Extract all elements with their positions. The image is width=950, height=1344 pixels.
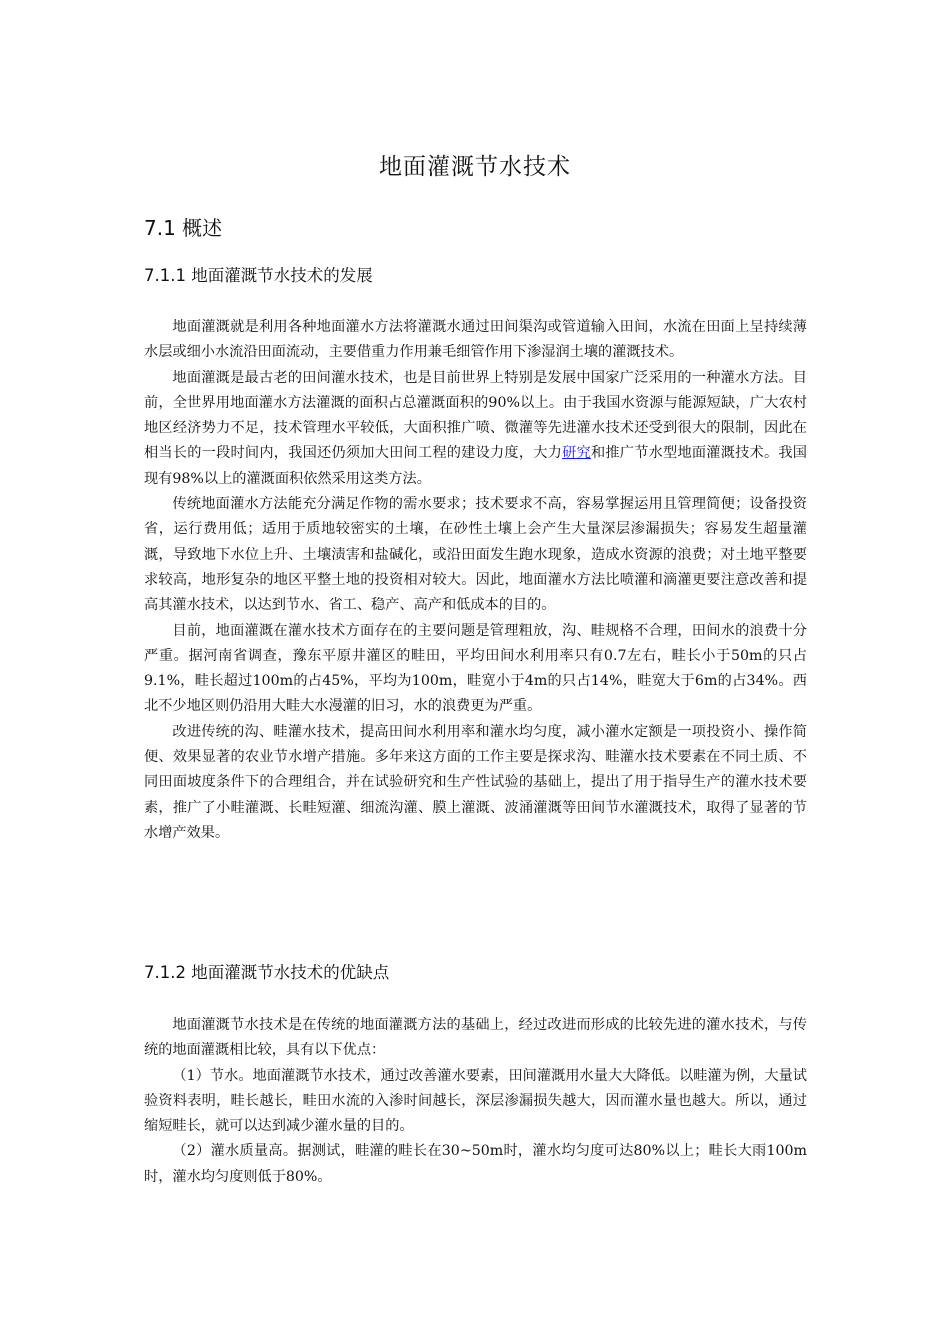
paragraph: （2）灌水质量高。据测试，畦灌的畦长在30~50m时，灌水均匀度可达80%以上；畦长大雨100m时，灌水均匀度则低于80%。 (144, 1143, 807, 1185)
paragraph (144, 366, 807, 492)
paragraph-text: 地面灌溉是最古老的田间灌水技术，也是目前世界上特别是发展中国家广泛采用的一种灌水方法。目前，全世界用地面灌水方法灌溉的面积占总灌溉面积的90%以上。由于我国水资源与能源短缺，广大农村地区经济势力不足，技术管理水平较低，大面积推广喷、微灌等先进灌水技术还受到很大的限制，因此在相当长的一段时间内，我国还仍须加大田间工程的建设力度，大力 (144, 369, 807, 462)
section-heading: 7.1 概述 (144, 216, 223, 240)
research-link[interactable]: 研究 (562, 445, 591, 462)
paragraph: 地面灌溉就是利用各种地面灌水方法将灌溉水通过田间渠沟或管道输入田间，水流在田面上呈持续薄水层或细小水流沿田面流动，主要借重力作用兼毛细管作用下渗湿润土壤的灌溉技术。 (144, 319, 807, 361)
paragraph-text: 和推广节水型地面灌溉技术。我国现有98%以上的灌溉面积依然采用这类方法。 (144, 445, 807, 487)
paragraph: （1）节水。地面灌溉节水技术，通过改善灌水要素，田间灌溉用水量大大降低。以畦灌为例，大量试验资料表明，畦长越长，畦田水流的入渗时间越长，深层渗漏损失越大，因而灌水量也越大。所以，通过缩短畦长，就可以达到减少灌水量的目的。 (144, 1067, 807, 1135)
subsection-heading-development: 7.1.1 地面灌溉节水技术的发展 (144, 266, 373, 285)
paragraph: 地面灌溉节水技术是在传统的地面灌溉方法的基础上，经过改进而形成的比较先进的灌水技术，与传统的地面灌溉相比较，具有以下优点： (144, 1017, 807, 1059)
document-title: 地面灌溉节水技术 (379, 154, 571, 180)
paragraph: 改进传统的沟、畦灌水技术，提高田间水利用率和灌水均匀度，减小灌水定额是一项投资小、操作简便、效果显著的农业节水增产措施。多年来这方面的工作主要是探求沟、畦灌水技术要素在不同土质、不同田面坡度条件下的合理组合，并在试验研究和生产性试验的基础上，提出了用于指导生产的灌水技术要素，推广了小畦灌溉、长畦短灌、细流沟灌、膜上灌溉、波涌灌溉等田间节水灌溉技术，取得了显著的节水增产效果。 (144, 723, 807, 841)
paragraph: 传统地面灌水方法能充分满足作物的需水要求；技术要求不高，容易掌握运用且管理简便；设备投资省，运行费用低；适用于质地较密实的土壤，在砂性土壤上会产生大量深层渗漏损失；容易发生超量灌溉，导致地下水位上升、土壤渍害和盐碱化，或沿田面发生跑水现象，造成水资源的浪费；对土地平整要求较高，地形复杂的地区平整土地的投资相对较大。因此，地面灌水方法比喷灌和滴灌更要注意改善和提高其灌水技术，以达到节水、省工、稳产、高产和低成本的目的。 (144, 496, 807, 614)
subsection-heading-pros-cons: 7.1.2 地面灌溉节水技术的优缺点 (144, 963, 390, 982)
pros-cons-body (144, 1013, 807, 1190)
development-body (144, 315, 807, 846)
paragraph: 目前，地面灌溉在灌水技术方面存在的主要问题是管理粗放，沟、畦规格不合理，田间水的浪费十分严重。据河南省调查，豫东平原井灌区的畦田，平均田间水利用率只有0.7左右，畦长小于50m的只占9.1%，畦长超过100m的占45%，平均为100m，畦宽小于4m的只占14%，畦宽大于6m的占34%。西北不少地区则仍沿用大畦大水漫灌的旧习，水的浪费更为严重。 (144, 622, 807, 715)
